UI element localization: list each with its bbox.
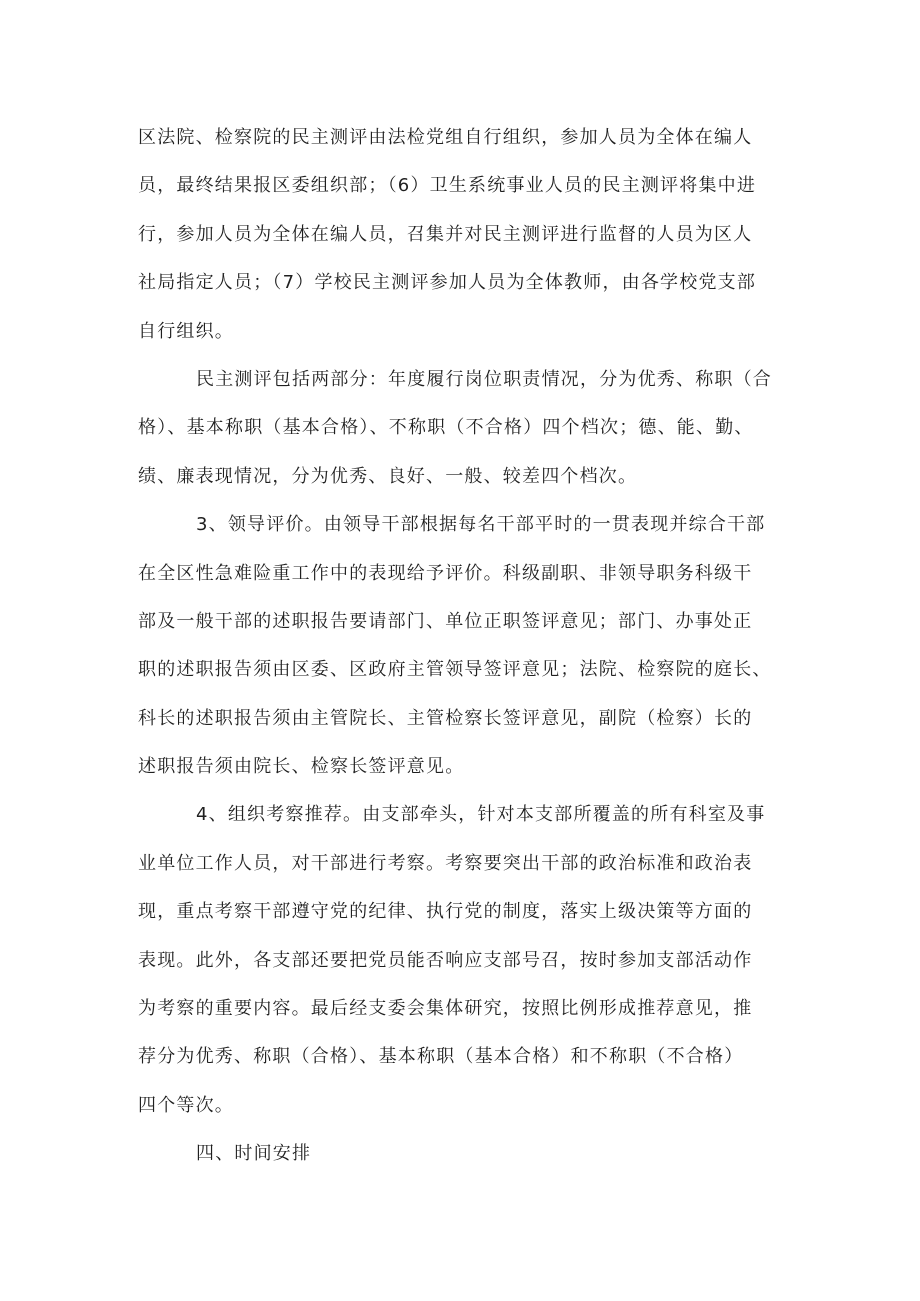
text-line: 现，重点考察干部遵守党的纪律、执行党的制度，落实上级决策等方面的 <box>138 901 753 923</box>
text-line: 绩、廉表现情况，分为优秀、良好、一般、较差四个档次。 <box>138 465 638 487</box>
text-line: 民主测评包括两部分：年度履行岗位职责情况，分为优秀、称职（合 <box>196 368 772 390</box>
text-line: 格）、基本称职（基本合格）、不称职（不合格）四个档次；德、能、勤、 <box>138 417 754 439</box>
paragraph-organization-inspection <box>138 791 798 1130</box>
text-line: 业单位工作人员，对干部进行考察。考察要突出干部的政治标准和政治表 <box>138 852 753 874</box>
heading-text: 四、时间安排 <box>196 1143 312 1165</box>
text-line: 社局指定人员；（7）学校民主测评参加人员为全体教师，由各学校党支部 <box>138 272 757 294</box>
paragraph-evaluation-organization <box>138 114 798 356</box>
text-line: 荐分为优秀、称职（合格）、基本称职（基本合格）和不称职（不合格） <box>138 1046 744 1068</box>
text-line: 表现。此外，各支部还要把党员能否响应支部号召，按时参加支部活动作 <box>138 949 753 971</box>
text-line: 在全区性急难险重工作中的表现给予评价。科级副职、非领导职务科级干 <box>138 562 753 584</box>
text-line: 行，参加人员为全体在编人员，召集并对民主测评进行监督的人员为区人 <box>138 223 753 245</box>
text-line: 自行组织。 <box>138 320 234 342</box>
section-heading-schedule <box>138 1130 798 1178</box>
document-body <box>138 114 798 1179</box>
text-line: 员，最终结果报区委组织部；（6）卫生系统事业人员的民主测评将集中进 <box>138 175 757 197</box>
paragraph-evaluation-content <box>138 356 798 501</box>
text-line: 职的述职报告须由区委、区政府主管领导签评意见；法院、检察院的庭长、 <box>138 659 772 681</box>
text-line: 部及一般干部的述职报告要请部门、单位正职签评意见；部门、办事处正 <box>138 610 753 632</box>
text-line: 区法院、检察院的民主测评由法检党组自行组织，参加人员为全体在编人 <box>138 127 753 148</box>
text-line: 四个等次。 <box>138 1094 234 1116</box>
text-line: 述职报告须由院长、检察长签评意见。 <box>138 756 465 778</box>
text-line: 科长的述职报告须由主管院长、主管检察长签评意见，副院（检察）长的 <box>138 707 753 729</box>
text-line: 为考察的重要内容。最后经支委会集体研究，按照比例形成推荐意见，推 <box>138 998 753 1020</box>
text-line: 3、领导评价。由领导干部根据每名干部平时的一贯表现并综合干部 <box>196 514 766 536</box>
paragraph-leader-evaluation <box>138 501 798 791</box>
text-line: 4、组织考察推荐。由支部牵头，针对本支部所覆盖的所有科室及事 <box>196 804 766 826</box>
